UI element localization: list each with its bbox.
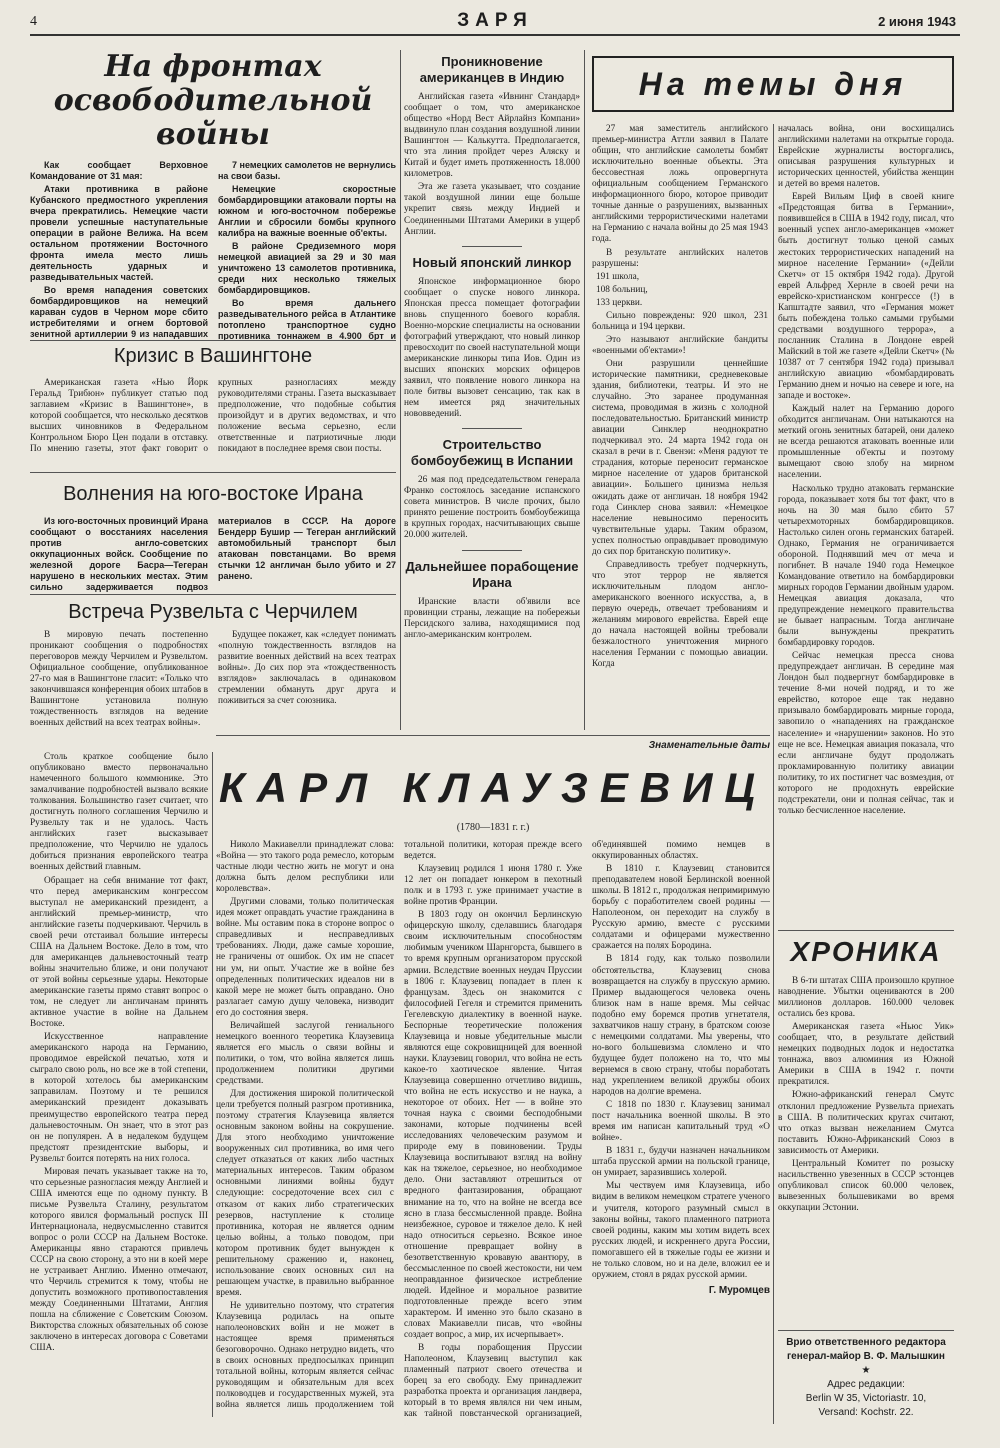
editor-block bbox=[778, 1336, 954, 1426]
crisis-article bbox=[30, 344, 396, 470]
klaus-para: Не удивительно поэтому, что стратегия Клаузевица родилась на опыте наполеоновских войн и не может в настоящее время применяться безоговорочно. Однако нетрудно видеть, что в своих основных предпосылках принцип тотальной войны, которым является сейчас руководящим и обязательным для всех полководцев и государственных мужей, эта война является лишь продолжением той тотальной политики, которая прежде всего ведется. bbox=[216, 840, 582, 1411]
chronicle-item: В 6-ти штатах США произошло крупное наводнение. Убытки оцениваются в 200 миллионов долларов. 160.000 человек остались без крова. bbox=[778, 976, 954, 1020]
column-rule bbox=[212, 752, 213, 1417]
klaus-kicker: Знаменательные даты bbox=[648, 740, 770, 751]
divider bbox=[462, 428, 522, 429]
masthead bbox=[30, 10, 960, 36]
klaus-para: Клаузевиц родился 1 июня 1780 г. Уже 12 лет он попадает юнкером в пехотный полк и в 1793 г. уже принимает участие в войне против Франции. bbox=[404, 864, 582, 908]
themes-para: Справедливость требует подчеркнуть, что этот террор не является исключительным плодом англо-американского военного искусства, а, в первую очередь, отвечает требованиям и желаниям мирового еврейства. Еврей еще до начала настоящей войны требовали безжалостного уничтожения мирного населения Германии с помощью авиации. Когда bbox=[592, 559, 768, 670]
enslave-title: Дальнейшее порабощение Ирана bbox=[405, 558, 579, 590]
front-title-line1: На фронтах bbox=[104, 50, 322, 84]
front-para: Немецкие скоростные бомбардировщики атаковали порты на южном и юго-восточном побережье Англии и сбросили бомбы крупного калибра на важные военные об'екты. bbox=[218, 184, 396, 238]
meeting-para: Будущее покажет, как «следует понимать «полную тождественность взглядов на развитие военных действий на всех театрах войны». До сих пор эта «тождественность взглядов» заключалась в одинаковом стремлении обмануть друг друга и поживиться за счет союзника. bbox=[218, 630, 396, 707]
divider bbox=[462, 246, 522, 247]
klaus-para: Другими словами, только политическая идея может оправдать участие гражданина в войне. Мы оставим пока в стороне вопрос о справедливых и несправедливых требованиях. Люди, даже самые хорошие, не граничены от ошибок. Ох им не спасет ни ум, ни опыт. Участие же в войне без определенных политических идеалов ни в какой мере не может быть оправдано. Оно разлагает самую душу человека, низводит его до состояния зверя. bbox=[216, 897, 394, 1018]
front-col2 bbox=[218, 160, 396, 340]
themes-para: 133 церкви. bbox=[596, 297, 643, 308]
chronicle-item: Американская газета «Ньюс Уик» сообщает, что, в результате действий немецких подводных лодок и недостатка тоннажа, ввоз алюминия из Южной Америки в США в 1942 г. почти прекратился. bbox=[778, 1022, 954, 1088]
middle-column bbox=[404, 50, 580, 730]
klaus-para: С 1818 по 1830 г. Клаузевиц занимал пост начальника военной школы. В это время им написан капитальный труд «О войне». bbox=[592, 1100, 770, 1144]
themes-para: Сейчас немецкая пресса снова предупреждает англичан. В середине мая Лондон был подвергнут бомбардировке в течение 8-ми ночей подряд, и то же еврейство, которое еще так недавно призывало бомбардировать мирные города, завопило о «нападениях на гражданское население» и «нарушении» законов. Но это еще не все. Немецкая авиация показала, что если англичане будут продолжать прокламированную политику авиации политику, то их постигнет час возмездия, от которого не продохнуть еврейские подстрекатели, они и полная сейчас, так и только бесчисленное население. bbox=[778, 651, 954, 816]
front-title-line2: освободительной войны bbox=[53, 83, 373, 152]
column-rule bbox=[584, 50, 585, 730]
klaus-para: В 1814 году, как только позволили обстоятельства, Клаузевиц снова возвращается на службу в прусскую армию. Пример выдающегося человека очень близок нам в наше время. Мы сейчас подобно ему боремся против угнетателя, захватчиков нашу страну, в братском союзе с немецкими солдатами. Мы уверены, что но-вого большевизма сломлено и что будущее будет положено на то, что мы вернемся в свою страну, чтобы поработать над укреплением великой дружбы обоих народов на долгие времена. bbox=[592, 954, 770, 1098]
crisis-para: Американская газета «Нью Йорк Геральд Трибюн» публикует статью под заглавием «Кризис в Вашингтоне», в которой сообщается, что несколько десятков высших чиновников в Федеральном Контрольном Бюро Цен подали в отставку. По мнению газеты, этот факт говорит о крупных разногласиях между руководителями страны. Газета высказывает предположение, что подобные события произойдут и в других ведомствах, и что положение весьма серьезно, если ответственные и патриотичные люди покидают в последнее время свои посты. bbox=[30, 378, 396, 455]
divider bbox=[30, 340, 396, 341]
themes-para: Они разрушили ценнейшие исторические памятники, средневековые здания, библиотеки, театры. И это не случайно. Это заранее продуманная система, проводимая в жизнь с холодной последовательностью. Британский министр авиации Синклер неоднократно подчеркивал это. 24 марта 1942 года он сказал в речи в г. Свенэи: «Меня радуют те страдания, которые переносит германское мирное население от ударов британской авиации». Большего цинизма нельзя ожидать даже от англичан. 18 ноября 1942 года Синклер снова заявил: «Немецкое население невыносимо переносить чувствительные удары. Таким образом, успех полностью оправдывает проводимую до сих пор британскую политику». bbox=[592, 358, 768, 557]
chronicle-section bbox=[778, 934, 954, 1324]
spain-title: Строительство бомбоубежищ в Испании bbox=[410, 437, 574, 469]
front-title bbox=[30, 50, 396, 152]
meeting-col1-top bbox=[30, 630, 208, 750]
column-rule bbox=[773, 124, 774, 1424]
meeting-col2 bbox=[218, 630, 396, 750]
themes-para: началась война, они восхищались английскими налетами на открытые города. Еврейские журналисты восторгались, описывая разрушения культурных и исторических ценностей, убийства женщин и детей во время налетов. bbox=[778, 124, 954, 190]
india-title: Проникновение американцев в Индию bbox=[419, 54, 565, 85]
themes-para: Еврей Вильям Циф в своей книге «Предстоящая битва в Германии», появившейся в США в 1942 году, писал, что военный успех англо-американцев «может быть достигнут только ценой самых жестоких террористических нападений на мирное население Германии» («Дейли Скетч» от 15 октября 1942 года). Другой еврей Альфред Хернле в своей речи на еврейско-христианском конгрессе (!) в Капштадте заявил, что «Германия может быть побеждена только самыми грубыми средствами воздушного террора», а посланник Сталина в Лондоне еврей Майский в той же газете «Дейли Скетч» (№ 10387 от 7 сентября 1942 года) призывал английскую авиацию «бомбардировать Германию днем и ночью на севере и юге, на западе и востоке». bbox=[778, 192, 954, 402]
themes-para: Это называют английские бандиты «военными об'ектами»! bbox=[592, 334, 768, 356]
front-col1 bbox=[30, 160, 208, 340]
issue-date: 2 июня 1943 bbox=[878, 14, 956, 29]
iran-body bbox=[30, 516, 396, 592]
front-para: Как сообщает Верховное Командование от 31 мая: bbox=[30, 160, 208, 181]
editor-line2: генерал-майор В. Ф. Малышкин bbox=[787, 1351, 945, 1362]
klaus-years: (1780—1831 г. г.) bbox=[456, 822, 530, 833]
chronicle-item: Центральный Комитет по розыску насильственно увезенных в СССР эстонцев опубликовал список 60.000 человек, вывезенных большевиками во время оккупации Эстонии. bbox=[778, 1158, 954, 1213]
india-para: Эта же газета указывает, что создание такой воздушной линии еще больше укрепит связь между Индией и Соединенными Штатами Америки в ущерб Англии. bbox=[404, 182, 580, 237]
editor-line1: Врио ответственного редактора bbox=[786, 1337, 946, 1348]
divider bbox=[778, 1330, 954, 1331]
meeting-title: Встреча Рузвельта с Черчилем bbox=[68, 601, 358, 623]
klaus-para: В 1803 году он окончил Берлинскую офицерскую школу, сделавшись благодаря своим исключительным способностям любимым учеником Шарнгорста, бывшего в то время крупным организатором прусской армии. Вследствие военных неудач Пруссии в 1806 г. Клаузевиц попадает в плен к французам. Здесь он знакомится с философией Гегеля и стремится применить Гегелевскую диалектику в военной науке. Беспорные теоретические положения Клаузевица и новые убедительные мысли являются еще сокровищницей для военной науки. Клаузевиц говорил, что война не есть какое-то хаотическое явление. Читая Клаузевица совершенно отчетливо видишь, что война не есть искусство и не наука, а некоторое от обоих. Нет — в войне это точная наука с своими бесподобными законами, которые подчинены всей исследованиях человеческим разумом и природе ему в повиновении. Труды Клаузевица воспитывают взгляд на войну как на тяжелое, серьезное, но необходимое дело. Они заставляют отрешиться от вредного фантазирования, обращают внимание на то, что на войне не всегда все ясно в глаза бессмысленной правде. Война неизбежное, суровое и тяжелое дело. К ней надо относиться серьезно. Всякое иное отношение превращает войну в безответственную кровавую авантюру, в бессмысленное по своей жестокости, ни чем неоправданное физическое истребление людей. Идейное и моральное развитие подготовленные прежде всего этим характером. И именно это было сказано в словах Макиавелли писав, что «войны создает вопрос, а мир, их исчерпывает». bbox=[404, 910, 582, 1341]
front-para: 7 немецких самолетов не вернулись на свои базы. bbox=[218, 160, 396, 181]
divider bbox=[778, 930, 954, 931]
front-para: Во время дальнего разведывательного рейса в Атлантике потоплено транспортное судно противника тоннажем в 4.900 брт и bbox=[218, 298, 396, 340]
divider bbox=[216, 735, 770, 736]
meeting-continuation bbox=[30, 752, 208, 1417]
themes-para: Насколько трудно атаковать германские города, показывает хотя бы тот факт, что в ночь на 30 мая было сбито 57 четырехмоторных бомбардировщиков. Настолько силен огонь германских батарей. Однако, Германия не ограничивается обороной. Поднявший меч от меча и погибнет. В начале 1940 года Немецкое Командование ответило на бомбардировки мирных городов Германии двойным ударом. Немецкая авиация доказала, что предупреждение немецкого правительства не бывает напрасным. Тогда англичане были вынуждены прекратить бомбардировку городов. bbox=[778, 483, 954, 649]
klaus-para: Николо Макиавелли принадлежат слова: «Война — это такого рода ремесло, которым частные люди честно жить не могут и она должна быть делом республики или королевства». bbox=[216, 840, 394, 895]
themes-para: 108 больниц, bbox=[596, 284, 648, 295]
meeting-article bbox=[30, 600, 396, 750]
spain-para: 26 мая под председательством генерала Франко состоялось заседание испанского совета министров. В числе прочих, было принято решение построить бомбоубежища в крупных городах, насчитывающих свыше 20.000 жителей. bbox=[404, 475, 580, 541]
meeting-para: В мировую печать постепенно проникают сообщения о подробностях переговоров между Черчилем и Рузвельтом. Официальное сообщение, опубликованное 27-го мая в Вашингтоне гласит: «Только что закончившаяся конференция обоих штабов в Вашингтоне установила полную тождественность взглядов на ведение военных действий на всех театрах войны». bbox=[30, 630, 208, 729]
chronicle-item: Южно-африканский генерал Смутс отклонил предложение Рузвельта приехать в США. В политических кругах считают, что отказ вызван нежеланием Смутса поставить Южно-Африканский Союз в зависимость от Америки. bbox=[778, 1090, 954, 1156]
front-para: Во время нападения советских бомбардировщиков на немецкий караван судов в Черном море сбито истребителями и огнем бортовой зенитной артиллерии 9 из нападавших bbox=[30, 285, 208, 339]
front-section bbox=[30, 50, 396, 340]
crisis-title: Кризис в Вашингтоне bbox=[113, 345, 313, 367]
themes-para: В результате английских налетов разрушены: bbox=[592, 247, 768, 269]
themes-para: Каждый налет на Германию дорого обходится англичанам. Они натыкаются на меткий огонь зенитных батарей, они далеко не всегда решаются атаковать военные или промышленные об'екты и поэтому вымещают свою злобу на мирном населении. bbox=[778, 404, 954, 481]
iran-title: Волнения на юго-востоке Ирана bbox=[63, 483, 363, 505]
linkor-para: Японское информационное бюро сообщает о спуске нового линкора. Японская пресса помещает фотографии вновь спущенного боевого корабля. Военно-морские специалисты на основании фотографий утверждают, что новый линкор превосходит по своей наступательной мощи американские линкоры типа Иов. Один из высших японских морских офицеров заявил, что появление нового линкора на поле битвы вызовет сенсацию, так как в нем имеется ряд значительных нововведений. bbox=[404, 276, 580, 420]
divider bbox=[462, 550, 522, 551]
klaus-body bbox=[216, 840, 770, 1425]
iran-article bbox=[30, 482, 396, 592]
divider bbox=[30, 472, 396, 473]
themes-col1 bbox=[592, 124, 768, 730]
address-line1: Berlin W 35, Victoriastr. 10, bbox=[805, 1393, 927, 1404]
themes-para: 27 мая заместитель английского премьер-министра Аттли заявил в Палате общин, что английские самолеты бомбят исключительно военные объекты. Эта бессовестная ложь опровергнута официальным сообщением Германского информационного бюро, которое приводит точные данные о разрушениях, вызванных английскими террористическими налетами на Германию с начала войны до 25 мая 1943 года. bbox=[592, 124, 768, 245]
meeting-para: Столь краткое сообщение было опубликовано вместо первоначально намеченного большого коммюнике. Это замалчивание подробностей вызвало всякие толкования. Большинство газет считает, что достигнуть полного соглашения Черчилю и Рузвельту так и не удалось. Часть английских газет высказывает предположение, что Черчилю не удалось добиться признания европейского театра военных действий главным. bbox=[30, 752, 208, 873]
klaus-para: В годы порабощения Пруссии Наполеоном, Клаузевиц выступил как пламенный патриот своего отечества и борец за его свободу. Ему принадлежит разработка проекта и организация ландвера, который в то время являлся ни чем иным, как тайной повстанческой организацией, об'единявшей помимо немцев в оккупированных областях. bbox=[404, 840, 770, 1420]
newspaper-name: ЗАРЯ bbox=[457, 10, 533, 31]
linkor-title: Новый японский линкор bbox=[412, 254, 572, 270]
klaus-para: В 1831 г., будучи назначен начальником штаба прусской армии на польской границе, он умирает, заразившись холерой. bbox=[592, 1146, 770, 1179]
klaus-signature: Г. Муромцев bbox=[708, 1284, 770, 1296]
klaus-para: В 1810 г. Клаузевиц становится преподавателем новой Берлинской военной школы. В 1812 г., продолжая непримиримую борьбу с поработителем своей родины — Наполеоном, он переходит на службу в Русскую армию, вместе с русскими солдатами и офицерами мужественно сражается на полях Бородина. bbox=[592, 864, 770, 952]
front-para: В районе Средиземного моря немецкой авиацией за 29 и 30 мая уничтожено 13 самолетов противника, среди них несколько тяжелых бомбардировщиков. bbox=[218, 241, 396, 295]
address-label: Адрес редакции: bbox=[827, 1379, 905, 1390]
iran-para: Из юго-восточных провинций Ирана сообщают о восстаниях населения против англо-советских оккупационных войск. Сообщение по железной дороге Басра—Тегеран нарушено в нескольких местах. Этим сильно задерживается подвоз материалов в СССР. На дороге Бендерр Бушир — Тегеран английский автомобильный транспорт был атакован повстанцами. Во время стычки 12 англичан было убито и 27 ранено. bbox=[30, 516, 396, 592]
klaus-para: Для достижения широкой политической цели требуется полный разгром противника, поэтому стратегия Клаузевица является основным законом войны на сокрушение. Для этого необходимо уничтожение вооруженных сил противника, во имя чего следует отказаться от каких либо частных материальных интересов. Таким образом основными линиями войны будут следующие: сосредоточение всех сил с отказом от каких либо стратегических резервов, наступление к столице противника, которая не является одним целью войны, а только поводом, при котором противник будет вынужден к решительному сражению и, наконец, использование своих основных сил на решающем участке, в правильно выбранное время. bbox=[216, 1089, 394, 1298]
column-rule bbox=[400, 50, 401, 730]
themes-para: Сильно повреждены: 920 школ, 231 больница и 194 церкви. bbox=[592, 310, 768, 332]
klaus-para: Величайшей заслугой гениального немецкого военного теоретика Клаузевица является его мысль о связи войны и политики, о том, что война является лишь продолжением политики другими средствами. bbox=[216, 1020, 394, 1086]
front-para: Атаки противника в районе Кубанского предмостного укрепления вчера прекратились. Немецкие части провели успешные наступательные операции в районе Велижа. На всем остальном протяжении Восточного фронта имела место лишь деятельность ударных и разведывательных частей. bbox=[30, 184, 208, 282]
themes-col2 bbox=[778, 124, 954, 824]
page-number: 4 bbox=[30, 14, 37, 29]
star-icon: ★ bbox=[861, 1365, 871, 1376]
enslave-para: Иранские власти об'явили все провинции страны, лежащие на побережьи Персидского залива, находящимися под англо-американским контролем. bbox=[404, 596, 580, 640]
meeting-para: Искусственное направление американского народа на Германию, проводимое еврейской печатью, хотя и сыграло свою роль, но все же в той степени, в которой хотелось бы американским заправилам. Поэтому и те решился американский президент доказывать преимущество европейского театра перед дальневосточным. Он знает, что в этот раз он не популярен. А в недалеком будущем предстоят президентские выборы, и Рузвельт боится потерять на них голоса. bbox=[30, 1032, 208, 1164]
klaus-title: КАРЛ КЛАУЗЕВИЦ bbox=[218, 764, 768, 811]
crisis-body bbox=[30, 378, 396, 456]
chronicle-title: ХРОНИКА bbox=[790, 936, 942, 967]
themes-banner bbox=[592, 56, 954, 112]
meeting-para: Мировая печать указывает также на то, что серьезные разногласия между Англией и США имеются еще по одному пункту. В письме Рузвельта Сталину, результатом которого явился формальный роспуск III Интернационала, недвусмысленно ставится вопрос о роли СССР на Дальнем Востоке. Американцы явно стараются привлечь СССР на свою сторону, а это ни в коей мере не устраивает Англию. Именно отмечают, что Черчиль стремится к тому, чтобы не допустить возможного противопоставления между Соединенными Штатами, Англия пошла на сближение с Советским Союзом. Викторства сложных обязательных об союзе заключено в интересах договора с Советами США. bbox=[30, 1166, 208, 1354]
klaus-para: Мы чествуем имя Клаузевица, ибо видим в великом немецком стратеге ученого и учителя, которого разумный смысл в законы войны, такого пламенного патриота своей родины, каким мы хотим видеть всех русских людей, и искреннего друга России, помогавшего ей в тяжелые годы ее жизни и не только словом, но и на деле, вложил ее и оружием, стоял в рядах русской армии. bbox=[592, 1181, 770, 1280]
address-line2: Versand: Kochstr. 22. bbox=[818, 1407, 914, 1418]
themes-title: На темы дня bbox=[638, 66, 908, 102]
divider bbox=[30, 594, 396, 595]
themes-para: 191 школа, bbox=[596, 271, 640, 282]
meeting-para: Обращает на себя внимание тот факт, что перед американским конгрессом выступал не американский президент, а английский премьер-министр, что английские газеты подчеркивают. Черчиль в своей речи отстаивал большие интересы США на Дальнем Востоке. Дело в том, что для американцев дальневосточный театр войны значительно ближе, и они получают от этой войны серьезные удары. Некоторые американские газеты прямо ставят вопрос о том, не следует ли англичанам принять активное участие в войне на Дальнем Востоке. bbox=[30, 875, 208, 1030]
india-para: Английская газета «Ивнинг Стандард» сообщает о том, что американское общество «Норд Вест Айрлайнз Компани» выдвинуло план создания воздушной линии Вашингтон — Калькутта. Предполагается, что эта линия пройдет через Аляску и Китай и будет иметь протяженность 18.000 километров. bbox=[404, 92, 580, 180]
